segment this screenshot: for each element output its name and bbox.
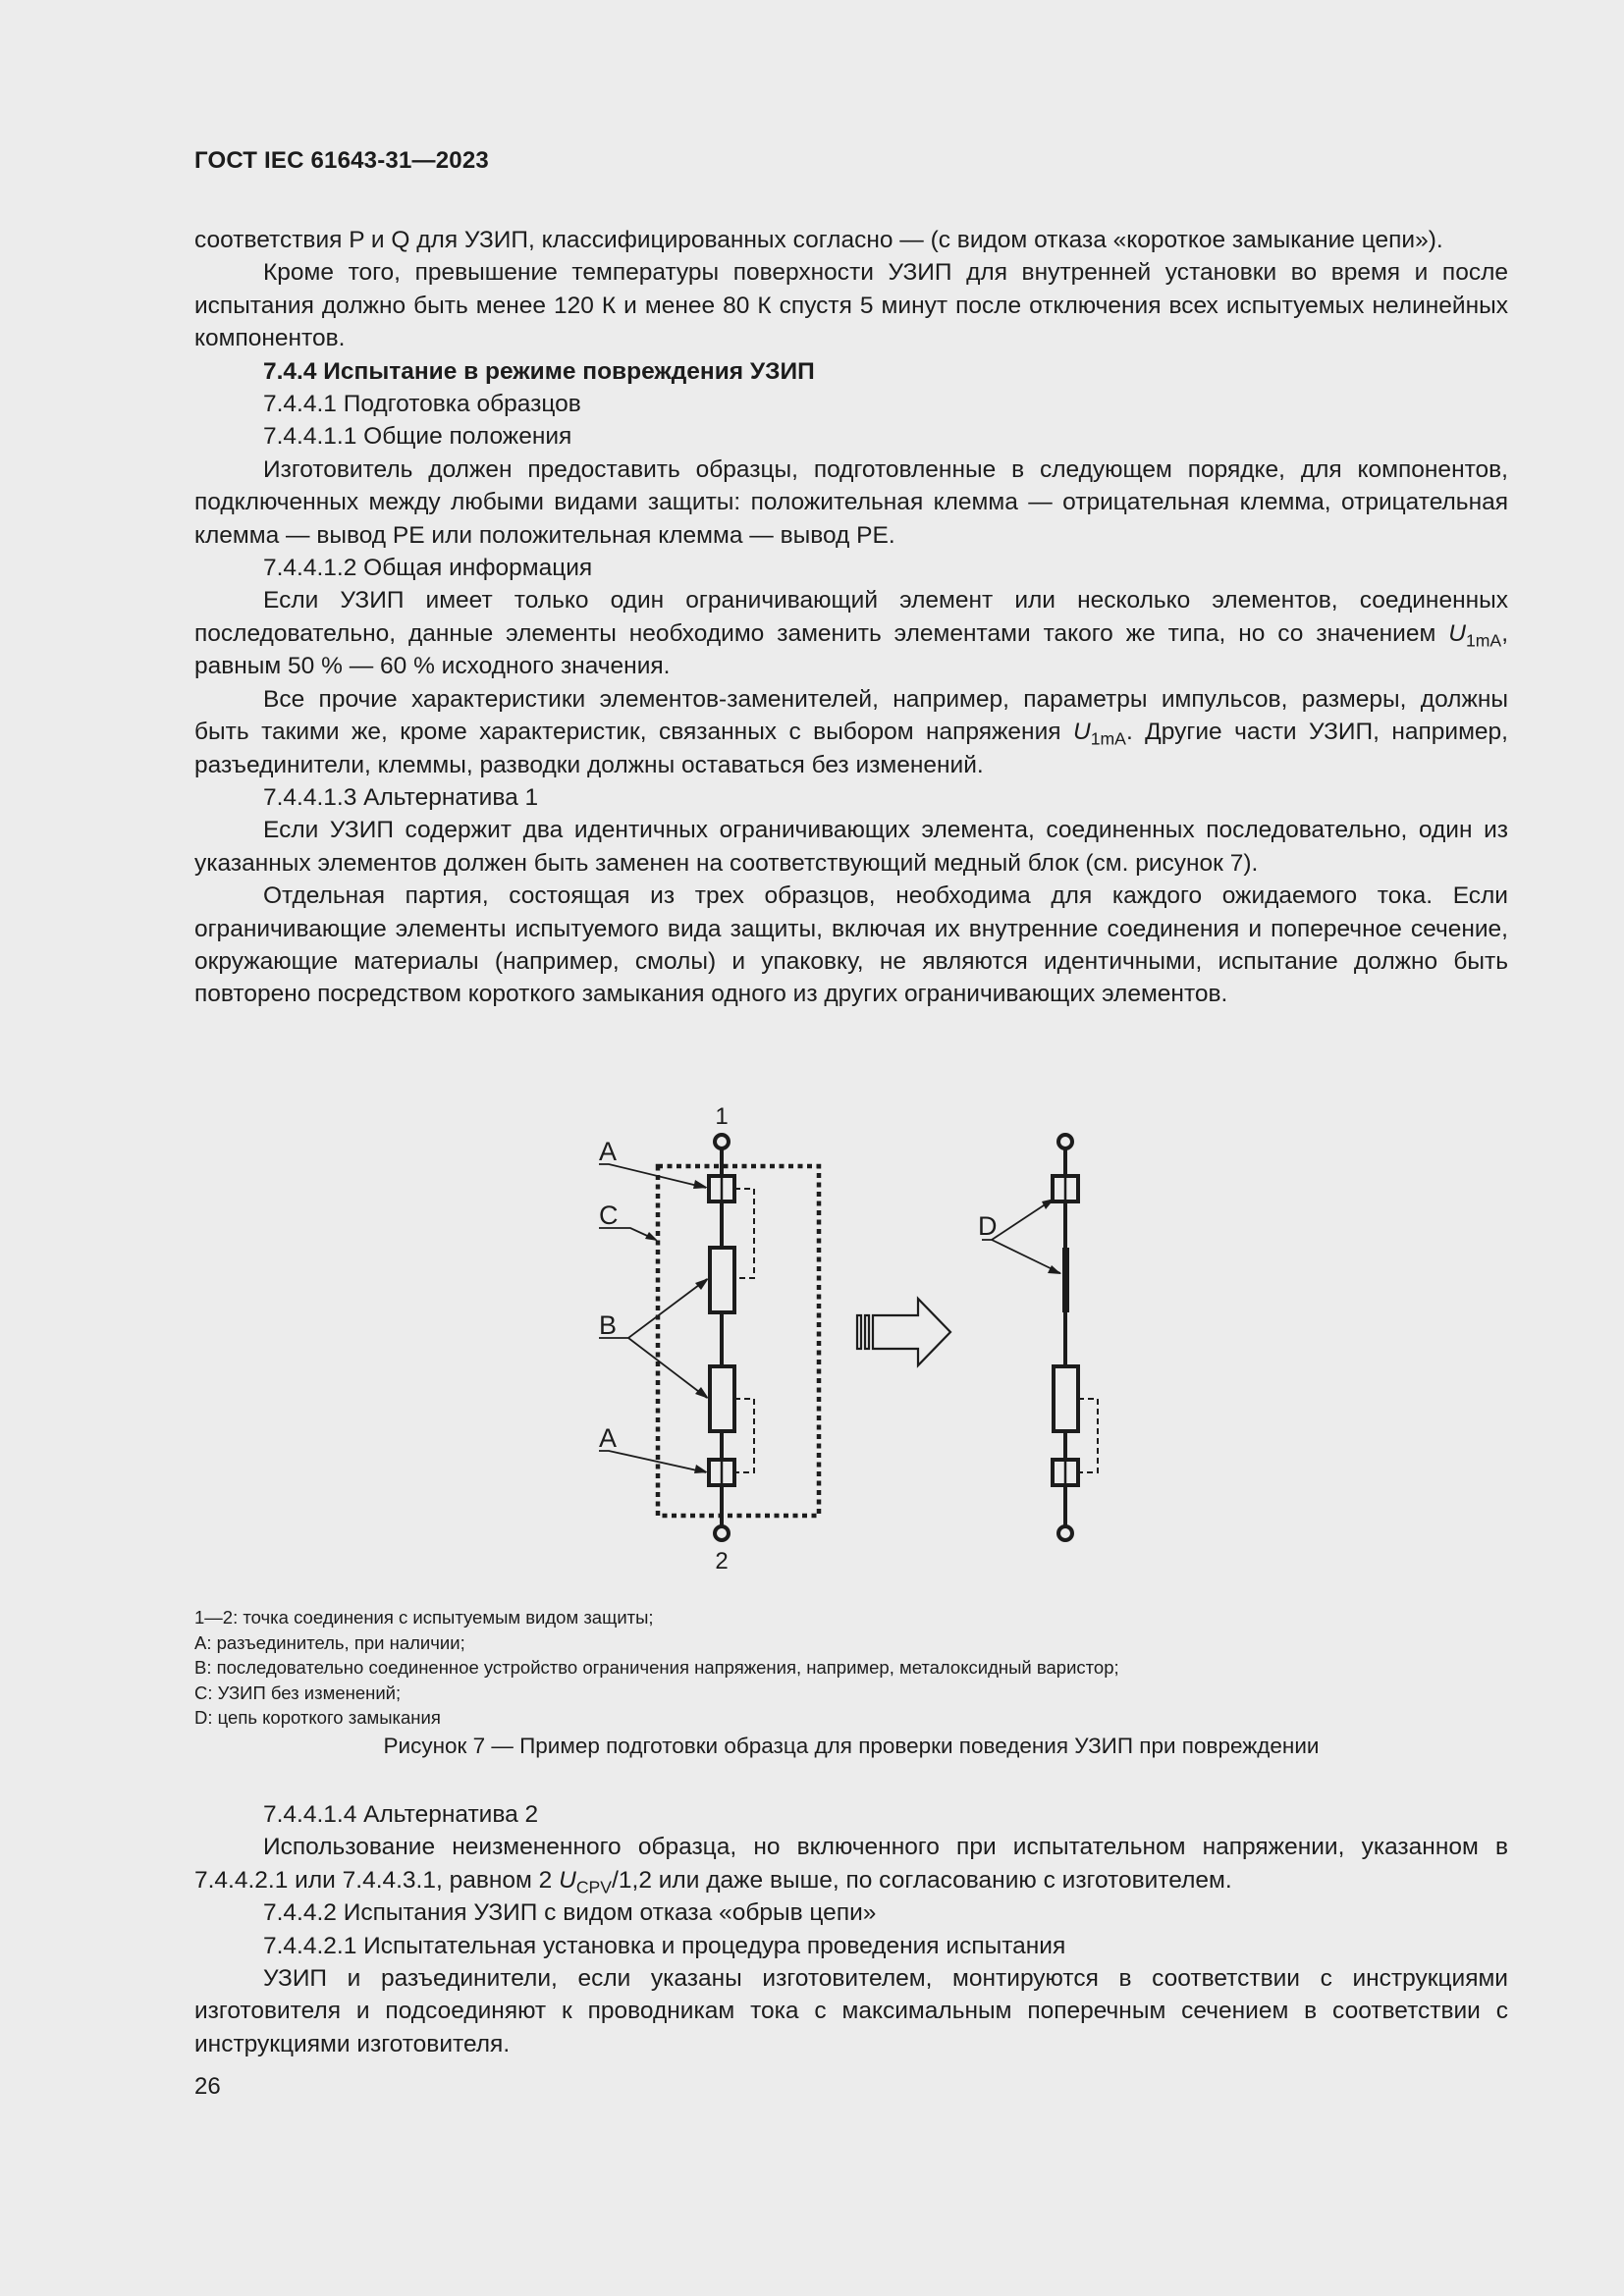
variable: U	[559, 1866, 576, 1894]
figure-legend	[194, 1605, 1119, 1731]
text-run: . Другие части УЗИП, например, разъединители, клеммы, разводки должны оставаться без изменений.	[194, 719, 1508, 778]
subscript: CPV	[575, 1877, 613, 1897]
figure-caption: Рисунок 7 — Пример подготовки образца для проверки поведения УЗИП при повреждении	[383, 1734, 1320, 1758]
right-arrowheads	[1042, 1199, 1061, 1274]
leader-b-bottom	[628, 1338, 707, 1398]
right-circuit	[982, 1135, 1098, 1540]
text-run: /1,2 или даже выше, по согласованию с изготовителем.	[612, 1866, 1232, 1894]
body-text-lower	[194, 1798, 1508, 2060]
legend-item: B: последовательно соединенное устройство ограничения напряжения, например, металоксидный варистор;	[194, 1657, 1119, 1678]
variable: U	[1072, 719, 1091, 746]
varistor-b-top	[710, 1248, 734, 1312]
paragraph: Отдельная партия, состоящая из трех образцов, необходима для каждого ожидаемого тока. Если ограничивающие элементы испытуемого вида защиты, включая их внутренние соединения и поперечное сечение, окружающие материалы (например, смолы) и упаковку, не являются идентичными, испытание должно быть повторено посредством короткого замыкания одного из других ограничивающих элементов.	[194, 882, 1508, 1008]
variable: U	[1448, 619, 1466, 647]
label-a-bottom: A	[599, 1423, 618, 1453]
thermal-link-top	[734, 1189, 754, 1278]
legend-item: D: цепь короткого замыкания	[194, 1707, 441, 1728]
page-number: 26	[194, 2073, 221, 2100]
terminal-top	[1058, 1135, 1072, 1148]
paragraph: соответствия P и Q для УЗИП, классифицированных согласно — (с видом отказа «короткое замыкание цепи»).	[194, 227, 1443, 253]
label-2: 2	[715, 1548, 729, 1575]
varistor-b-bottom	[710, 1366, 734, 1431]
arrowhead	[695, 1387, 709, 1399]
copper-block-d	[1062, 1248, 1069, 1312]
subsection-heading: 7.4.4.1.3 Альтернатива 1	[263, 783, 539, 811]
text-run: Если УЗИП имеет только один ограничивающий элемент или несколько элементов, соединенных последовательно, данные элементы необходимо заменить элементами такого же типа, но со значением	[194, 587, 1508, 647]
paragraph: УЗИП и разъединители, если указаны изготовителем, монтируются в соответствии с инструкциями изготовителя и подсоединяют к проводникам тока с максимальным поперечным сечением в соответствии с инструкциями изготовителя.	[194, 1965, 1508, 2057]
paragraph	[194, 584, 1508, 682]
circuit-diagram	[579, 1097, 1129, 1578]
figure-7-diagram	[579, 1097, 1129, 1578]
left-circuit	[599, 1135, 819, 1541]
subsection-heading: 7.4.4.1.4 Альтернатива 2	[263, 1801, 539, 1828]
label-1: 1	[715, 1103, 729, 1130]
arrow-body	[873, 1299, 950, 1365]
arrow-tail-bar	[857, 1315, 861, 1349]
leader-a-bottom	[599, 1451, 706, 1472]
terminal-1	[715, 1135, 729, 1148]
paragraph: Если УЗИП содержит два идентичных ограничивающих элемента, соединенных последовательно, один из указанных элементов должен быть заменен на соответствующий медный блок (см. рисунок 7).	[194, 817, 1508, 877]
body-text-upper	[194, 224, 1508, 1011]
subsection-heading: 7.4.4.2 Испытания УЗИП с видом отказа «обрыв цепи»	[263, 1899, 877, 1927]
paragraph: Кроме того, превышение температуры поверхности УЗИП для внутренней установки во время и после испытания должно быть менее 120 К и менее 80 К спустя 5 минут после отключения всех испытуемых нелинейных компонентов.	[194, 259, 1508, 352]
spd-boundary-c	[658, 1166, 819, 1516]
arrow-tail-bar	[865, 1315, 869, 1349]
transformation-arrow	[857, 1299, 950, 1365]
arrowhead	[693, 1180, 708, 1189]
terminal-bottom	[1058, 1526, 1072, 1540]
subsection-heading: 7.4.4.1.1 Общие положения	[263, 423, 572, 451]
paragraph: Изготовитель должен предоставить образцы, подготовленные в следующем порядке, для компонентов, подключенных между любыми видами защиты: положительная клемма — отрицательная клемма, отрицательная клемма — вывод PE или положительная клемма — вывод PE.	[194, 455, 1508, 549]
arrowhead	[695, 1278, 709, 1290]
text-run: Использование неизмененного образца, но включенного при испытательном напряжении, указанном в 7.4.4.2.1 или 7.4.4.3.1, равном 2	[194, 1834, 1508, 1894]
paragraph	[194, 1831, 1508, 1896]
varistor-remaining	[1054, 1366, 1078, 1431]
legend-item: 1—2: точка соединения с испытуемым видом защиты;	[194, 1607, 654, 1628]
legend-item: A: разъединитель, при наличии;	[194, 1631, 465, 1653]
text-run: Все прочие характеристики элементов-заменителей, например, параметры импульсов, размеры, должны быть такими же, кроме характеристик, связанных с выбором напряжения	[194, 685, 1508, 746]
paragraph	[194, 683, 1508, 781]
arrowhead	[694, 1465, 708, 1473]
legend-item: C: УЗИП без изменений;	[194, 1682, 402, 1703]
label-b: B	[599, 1310, 618, 1340]
thermal-link-right	[1078, 1399, 1098, 1472]
label-d: D	[978, 1211, 998, 1241]
leader-d-bottom	[992, 1240, 1060, 1273]
label-c: C	[599, 1201, 619, 1230]
document-header: ГОСТ IEC 61643-31—2023	[194, 147, 489, 174]
text-run: , равным 50 % — 60 % исходного значения.	[194, 619, 1508, 680]
subsection-heading: 7.4.4.1.2 Общая информация	[263, 555, 593, 582]
section-heading: 7.4.4 Испытание в режиме повреждения УЗИП	[263, 357, 815, 385]
arrowhead	[1048, 1265, 1061, 1274]
subsection-heading: 7.4.4.1 Подготовка образцов	[263, 391, 581, 418]
terminal-2	[715, 1526, 729, 1540]
arrowhead	[1042, 1199, 1055, 1209]
left-arrowheads	[645, 1180, 709, 1473]
subscript: 1mA	[1090, 728, 1126, 749]
subsection-heading: 7.4.4.2.1 Испытательная установка и процедура проведения испытания	[263, 1932, 1066, 1959]
subscript: 1mA	[1465, 630, 1502, 651]
thermal-link-bottom	[734, 1399, 754, 1472]
label-a-top: A	[599, 1137, 618, 1166]
